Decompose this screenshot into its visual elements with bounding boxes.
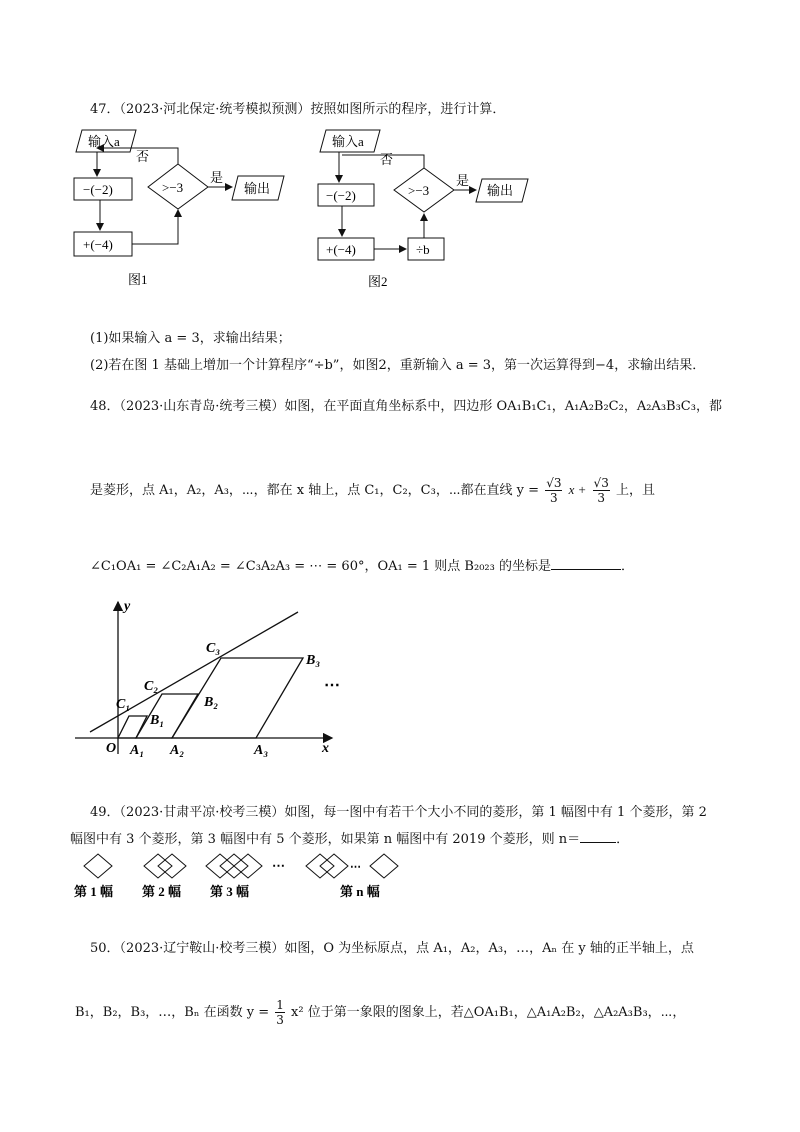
label-O: O (106, 741, 117, 756)
fraction-sqrt3-over-3-b: $\frac{√3}{3}$ (593, 476, 609, 505)
label-fig-1: 第 1 幅 (74, 884, 114, 899)
problem-49-line1: 49．（2023·甘肃平凉·校考三模）如图，每一图中有若干个大小不同的菱形，第 1 幅图中有 1 个菱形，第 2 (90, 805, 707, 820)
figure-1-caption: 图1 (128, 272, 148, 287)
problem-50-line2 (75, 998, 685, 1027)
label-B2: B₂ (204, 695, 219, 710)
problem-47-q1: (1)如果输入 a = 3，求输出结果； (90, 331, 291, 346)
label-C1: C₁ (116, 697, 131, 712)
label-A3: A₃ (254, 743, 269, 757)
label-B1: B₁ (150, 713, 165, 728)
problem-49-line2 (70, 830, 629, 849)
problem-48-line2-b: x + (568, 482, 587, 497)
plus-label: +(−4) (83, 237, 113, 252)
problem-50-line2-a: B₁，B₂，B₃，…，Bₙ 在函数 y = (75, 1005, 270, 1020)
rhombus-coordinate-figure (70, 592, 360, 757)
continuation-dots: ⋯ (324, 677, 340, 694)
condition-label: >−3 (162, 180, 184, 195)
problem-48-line1: 48．（2023·山东青岛·统考三模）如图，在平面直角坐标系中，四边形 OA₁B₁C₁，A₁A₂B₂C₂，A₂A₃B₃C₃，都 (90, 399, 722, 414)
problem-47-q2: (2)若在图 1 基础上增加一个计算程序“÷b”，如图2，重新输入 a = 3，第一次运算得到−4，求输出结果． (90, 358, 706, 373)
output-label: 输出 (487, 183, 514, 198)
problem-48-line2 (90, 476, 655, 505)
y-axis-label: y (124, 599, 131, 614)
problem-50-line1: 50．（2023·辽宁鞍山·校考三模）如图，O 为坐标原点，点 A₁，A₂，A₃，…，Aₙ 在 y 轴的正半轴上，点 (90, 941, 694, 956)
input-label: 输入a (332, 134, 364, 149)
condition-label: >−3 (408, 183, 430, 198)
plus-label: +(−4) (326, 242, 356, 257)
fraction-sqrt3-over-3: $\frac{√3}{3}$ (546, 476, 562, 505)
problem-47-header: 47．（2023·河北保定·统考模拟预测）按照如图所示的程序，进行计算． (90, 102, 506, 117)
label-A1: A₁ (130, 743, 145, 757)
label-C3: C₃ (206, 641, 221, 656)
no-label: 否 (380, 152, 394, 167)
yes-label: 是 (456, 173, 470, 188)
output-label: 输出 (244, 181, 271, 196)
problem-48-line2-c: 上，且 (615, 483, 655, 498)
x-axis-label: x (322, 741, 329, 756)
label-fig-3: 第 3 幅 (210, 884, 250, 899)
problem-49-line2-a: 幅图中有 3 个菱形，第 3 幅图中有 5 个菱形，如果第 n 幅图中有 2019 个菱形，则 n＝ (70, 832, 581, 847)
minus-label: −(−2) (83, 182, 113, 197)
problem-48-line3-a: ∠C₁OA₁ = ∠C₂A₁A₂ = ∠C₃A₂A₃ = ⋯ = 60°，OA₁ = 1 则点 B₂₀₂₃ 的坐标是 (90, 559, 551, 574)
label-A2: A₂ (170, 743, 185, 757)
dots: ⋯ (272, 858, 285, 873)
no-label: 否 (136, 149, 150, 164)
answer-blank-48[interactable] (551, 557, 621, 570)
divide-label: ÷b (416, 242, 430, 257)
label-C2: C₂ (144, 679, 159, 694)
label-fig-2: 第 2 幅 (142, 884, 182, 899)
input-label: 输入a (88, 134, 120, 149)
label-fig-n: 第 n 幅 (340, 884, 380, 899)
inner-dots: ⋯ (350, 861, 361, 873)
problem-48-line3-b: ． (620, 559, 634, 574)
rhombus-sequence-figure (70, 852, 410, 902)
rhombus-3 (172, 658, 303, 738)
figure-2-caption: 图2 (368, 274, 388, 289)
problem-49-line2-b: ． (616, 832, 630, 847)
problem-48-line2-a: 是菱形，点 A₁，A₂，A₃，⋯，都在 x 轴上，点 C₁，C₂，C₃，⋯都在直线 y = (90, 483, 540, 498)
answer-blank-49[interactable] (580, 830, 616, 843)
minus-label: −(−2) (326, 188, 356, 203)
problem-50-line2-b: x² 位于第一象限的图象上，若△OA₁B₁，△A₁A₂B₂，△A₂A₃B₃，⋯， (291, 1005, 686, 1020)
problem-48-line3 (90, 557, 634, 576)
label-B3: B₃ (306, 653, 321, 668)
flowchart-figure-2 (312, 122, 532, 292)
rhombus-shape (370, 854, 398, 878)
rhombus-shape (84, 854, 112, 878)
fraction-1-over-3: $\frac{1}{3}$ (276, 998, 284, 1027)
flowchart-figure-1-lines (70, 122, 300, 292)
line-through-C (90, 612, 298, 732)
yes-label: 是 (210, 170, 224, 185)
